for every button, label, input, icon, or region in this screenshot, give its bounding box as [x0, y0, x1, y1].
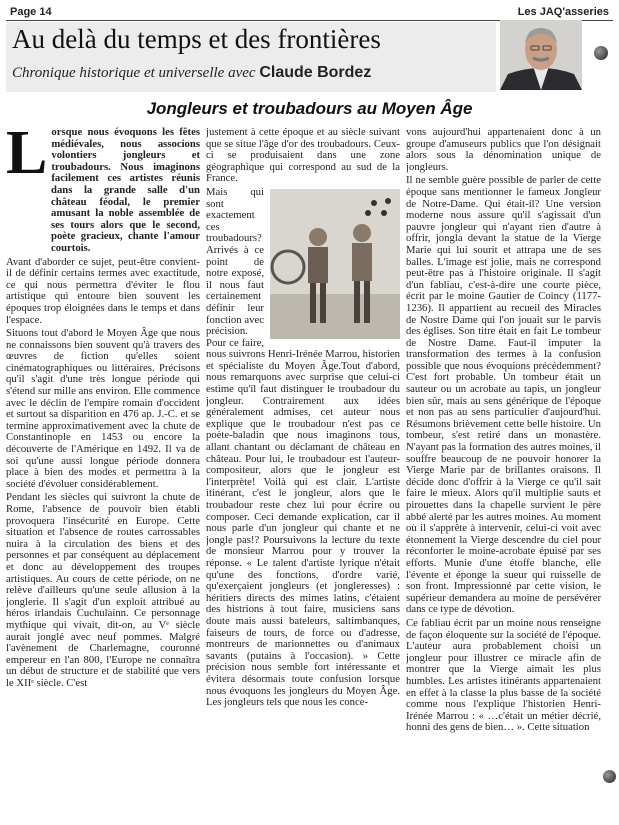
paragraph: Pendant les siècles qui suivront la chute de Rome, l'absence de pouvoir bien établi provoquera l'insécurité en Europe. Cette situation et l'absence de routes carrossables nuira à la circulation des biens et des personnes et par conséquent au déplacement et donc au développement des troupes artistiques. Au cours de cette période, on ne relève d'ailleurs qu'une seule allusion à la jonglerie. Il s'agit d'un exploit attribué au héros irlandais Cuchulainn. Ce personnage mythique qui vivait, dit-on, au Vᵉ siècle aurait jonglé avec neuf pommes. Malgré l'avènement de Charlemagne, couronné empereur en l'an 800, l'Europe ne connaîtra un début de structure et de stabilité que vers le XIIᵉ siècle. C'est	[6, 491, 200, 689]
page-number: Page 14	[10, 6, 52, 18]
paragraph: Situons tout d'abord le Moyen Âge que nous ne connaissons bien souvent qu'à travers des œuvres de fiction qu'elles soient cinématographiques ou littéraires. Précisons qu'il s'agit d'une très longue période qui s'étend sur mille ans environ. Elle commence avec le déclin de l'empire romain d'occident et surtout sa disparition en 476 ap. J.-C. et se termine approximativement avec la chute de Constantinople en 1453 ou encore la découverte de l'Amérique en 1492. Il va de soi qu'une aussi longue période donnera place à bien des modes et permettra à la société d'évoluer considérablement.	[6, 327, 200, 490]
chronicle-subtitle	[12, 64, 371, 82]
jugglers-illustration	[270, 189, 400, 339]
subtitle-prefix: Chronique historique et universelle avec	[12, 65, 256, 81]
paragraph: Avant d'aborder ce sujet, peut-être convient-il de définir certains termes avec exactitude, ce qui nous permettra d'éviter le flou artistique qui entoure bien souvent les époques trop éloignées dans le temps et dans l'espace.	[6, 255, 200, 326]
drop-cap: L	[6, 127, 48, 187]
column-1	[6, 127, 200, 822]
paragraph: Ce fabliau écrit par un moine nous renseigne de façon éloquente sur la société de l'époque. L'auteur aura probablement choisi un jongleur pour illustrer ce miracle afin de montrer que la Vierge aimait les plus humbles. Les artistes itinérants appartenaient en effet à la classe la plus basse de la société comme nous l'explique l'historien Henri-Irénée Marrou : « …c'était un métier décrié, honni des gens de bien… ». Cette situation	[406, 616, 601, 734]
paragraph: justement à cette époque et au siècle suivant que se situe l'âge d'or des troubadours. Ceux-ci se produisaient dans une zone géographique qui correspond au sud de la France.	[206, 127, 400, 185]
article-title: Jongleurs et troubadours au Moyen Âge	[146, 99, 473, 118]
author-name: Claude Bordez	[259, 64, 372, 81]
author-photo	[500, 20, 582, 90]
page-end-dot-icon	[603, 770, 616, 783]
publication-name: Les JAQ'asseries	[517, 6, 609, 18]
lead-paragraph: orsque nous évoquons les fêtes médiévales, nous associons volontiers jongleurs et troubadours. Nous imaginons facilement ces artistes réunis dans la grande salle d'un château féodal, le premier amusant la noble assemblée de ses tours alors que le second, poète gracieux, chante l'amour courtois.	[51, 127, 200, 254]
paragraph: vons aujourd'hui appartenaient donc à un groupe d'amuseurs publics que l'on désignait alors sous la dénomination unique de jongleurs.	[406, 127, 601, 173]
paragraph: Il ne semble guère possible de parler de cette époque sans mentionner le fameux Jongleur de Notre-Dame. Qui était-il? Une version moderne nous assure qu'il s'agissait d'un pauvre jongleur qui n'ayant rien d'autre à offrir, jongla devant la statue de la Vierge Marie qui lui sourit et attrapa une de ses balles. L'image est jolie, mais ne correspond peut-être pas à l'histoire originale. Il s'agit d'un fabliau, c'est-à-dire une courte pièce, écrit par le moine Gautier de Coincy (1177-1236). Il appartient au recueil des Miracles de Nostre Dame qui l'on jouait sur le parvis des églises. Son titre était en fait Le tombeur de Nostre Dame. Faut-il imputer la transformation des termes à la confusion possible que nous évoquions précédemment? C'est fort probable. Un tombeur était un sauteur ou un acrobate au tapis, un jongleur bien sûr, mais au sens générique de l'époque et non pas au sens particulier d'aujourd'hui. Résumons brièvement cette belle histoire. Un tombeur, s'est retiré dans un monastère. N'ayant pas la formation des autres moines, il souffre beaucoup de ne pouvoir honorer la Vierge Marie par de brillantes oraisons. Il décide donc d'offrir à la Vierge ce qu'il sait faire le mieux. Alors qu'il multiplie sauts et pirouettes dans la chapelle survient le père abbé alerté par les autres moines. Au moment où il s'apprête à intervenir, celui-ci voit avec étonnement la Vierge descendre du ciel pour réconforter le moine-acrobate épuisé par ses efforts. Munie d'une étoffe blanche, elle l'évente et éponge la sueur qui ruisselle de son front. Impressionné par cette vision, le supérieur demandera au moine de persévérer dans ce type de dévotion.	[406, 174, 601, 616]
column-3	[406, 127, 601, 822]
column-2	[206, 127, 400, 822]
chronicle-title: Au delà du temps et des frontières	[12, 24, 381, 54]
bullet-dot-icon	[594, 46, 608, 60]
paragraph: Mais qui sont exactement ces troubadours? Arrivés à ce point de notre exposé, il nous faut certainement définir leur fonction avec précision. Pour ce faire, nous suivrons Henri-Irénée Marrou, historien et spécialiste du Moyen Âge.Tout d'abord, nous remarquons avec surprise que celui-ci estime qu'il faut distinguer le troubadour du jongleur. Contrairement aux idées généralement admises, cet auteur nous explique que le troubadour n'est pas ce poète-baladin que nous imaginons tous, allant chantant ou déclamant de château en château. Pour lui, le troubadour est l'auteur-compositeur, alors que le jongleur est l'interprète! Voilà qui est clair. L'artiste itinérant, c'est le jongleur, alors que le troubadour reste chez lui pour écrire ou composer. Ceci demande explication, car il nous parle d'un jongleur qui chante et ne jongle pas!? Poursuivons la lecture du texte de monsieur Marrou pour y trouver la réponse. « Le talent d'artiste lyrique n'était qu'une des fonctions, d'ordre varié, qu'exerçaient jongleurs (et jongleresses) : héritiers directs des mimes latins, c'étaient des histrions à tout faire, musiciens sans doute mais aussi bateleurs, saltimbanques, faiseurs de tours, de force ou d'adresse, montreurs de marionnettes ou d'animaux savants (putains à l'occasion). » Cette précision nous semble fort intéressante et évitera désormais toute confusion lorsque nous évoquons les jongleurs du Moyen Âge. Les jongleurs tels que nous les conce-	[206, 185, 400, 709]
